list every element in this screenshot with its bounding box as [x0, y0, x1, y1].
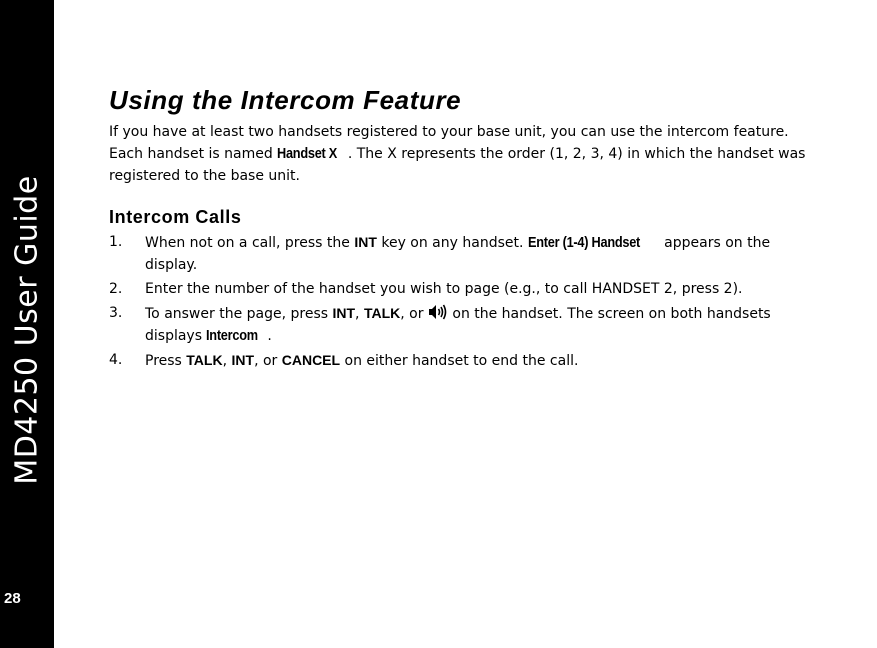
- key-int: INT: [332, 305, 356, 321]
- step-text: ,: [355, 306, 364, 322]
- section-title: Using the Intercom Feature: [109, 85, 462, 115]
- step-text: on the handset. The screen on both handsets displays: [145, 306, 771, 344]
- list-item: [109, 231, 809, 276]
- step-text: on either handset to end the call.: [340, 353, 579, 369]
- step-text: To answer the page, press: [145, 306, 333, 322]
- guide-title: MD4250 User Guide: [9, 175, 45, 485]
- display-text-enter-handset: Enter (1-4) Handset: [527, 234, 640, 251]
- key-talk: TALK: [186, 352, 223, 368]
- list-item: [109, 278, 809, 300]
- intro-text-before: If you have at least two handsets registered to your base unit, you can use the intercom feature. Each handset is named: [109, 124, 789, 162]
- step-text: ,: [222, 353, 232, 369]
- step-text: Enter the number of the handset you wish to page (e.g., to call HANDSET 2, press 2).: [145, 281, 743, 297]
- key-talk: TALK: [363, 305, 401, 321]
- step-number: 3.: [109, 305, 123, 321]
- steps-list: [109, 231, 809, 372]
- display-text-handset-x: Handset X: [277, 145, 338, 162]
- step-text: When not on a call, press the: [145, 235, 355, 251]
- list-item: [109, 302, 809, 347]
- subsection-title: Intercom Calls: [109, 207, 242, 227]
- list-item: [109, 349, 809, 372]
- page-content: [109, 82, 809, 374]
- speakerphone-icon: [428, 304, 448, 320]
- page-number: 28: [4, 590, 21, 607]
- key-int: INT: [354, 234, 377, 250]
- step-text: , or: [254, 353, 282, 369]
- step-number: 4.: [109, 352, 123, 368]
- display-text-intercom: Intercom: [206, 327, 259, 344]
- step-text: key on any handset.: [376, 235, 528, 251]
- intro-paragraph: [109, 121, 809, 187]
- intro-text-after: . The X represents the order (1, 2, 3, 4) in which the handset was registered to the base unit.: [109, 146, 806, 184]
- key-int: INT: [231, 352, 255, 368]
- step-text: Press: [145, 353, 187, 369]
- sidebar: [0, 0, 54, 648]
- step-number: 1.: [109, 234, 123, 250]
- step-text: .: [267, 328, 272, 344]
- key-cancel: CANCEL: [281, 352, 341, 368]
- step-number: 2.: [109, 281, 123, 297]
- step-text: appears on the display.: [145, 235, 771, 273]
- step-text: , or: [400, 306, 428, 322]
